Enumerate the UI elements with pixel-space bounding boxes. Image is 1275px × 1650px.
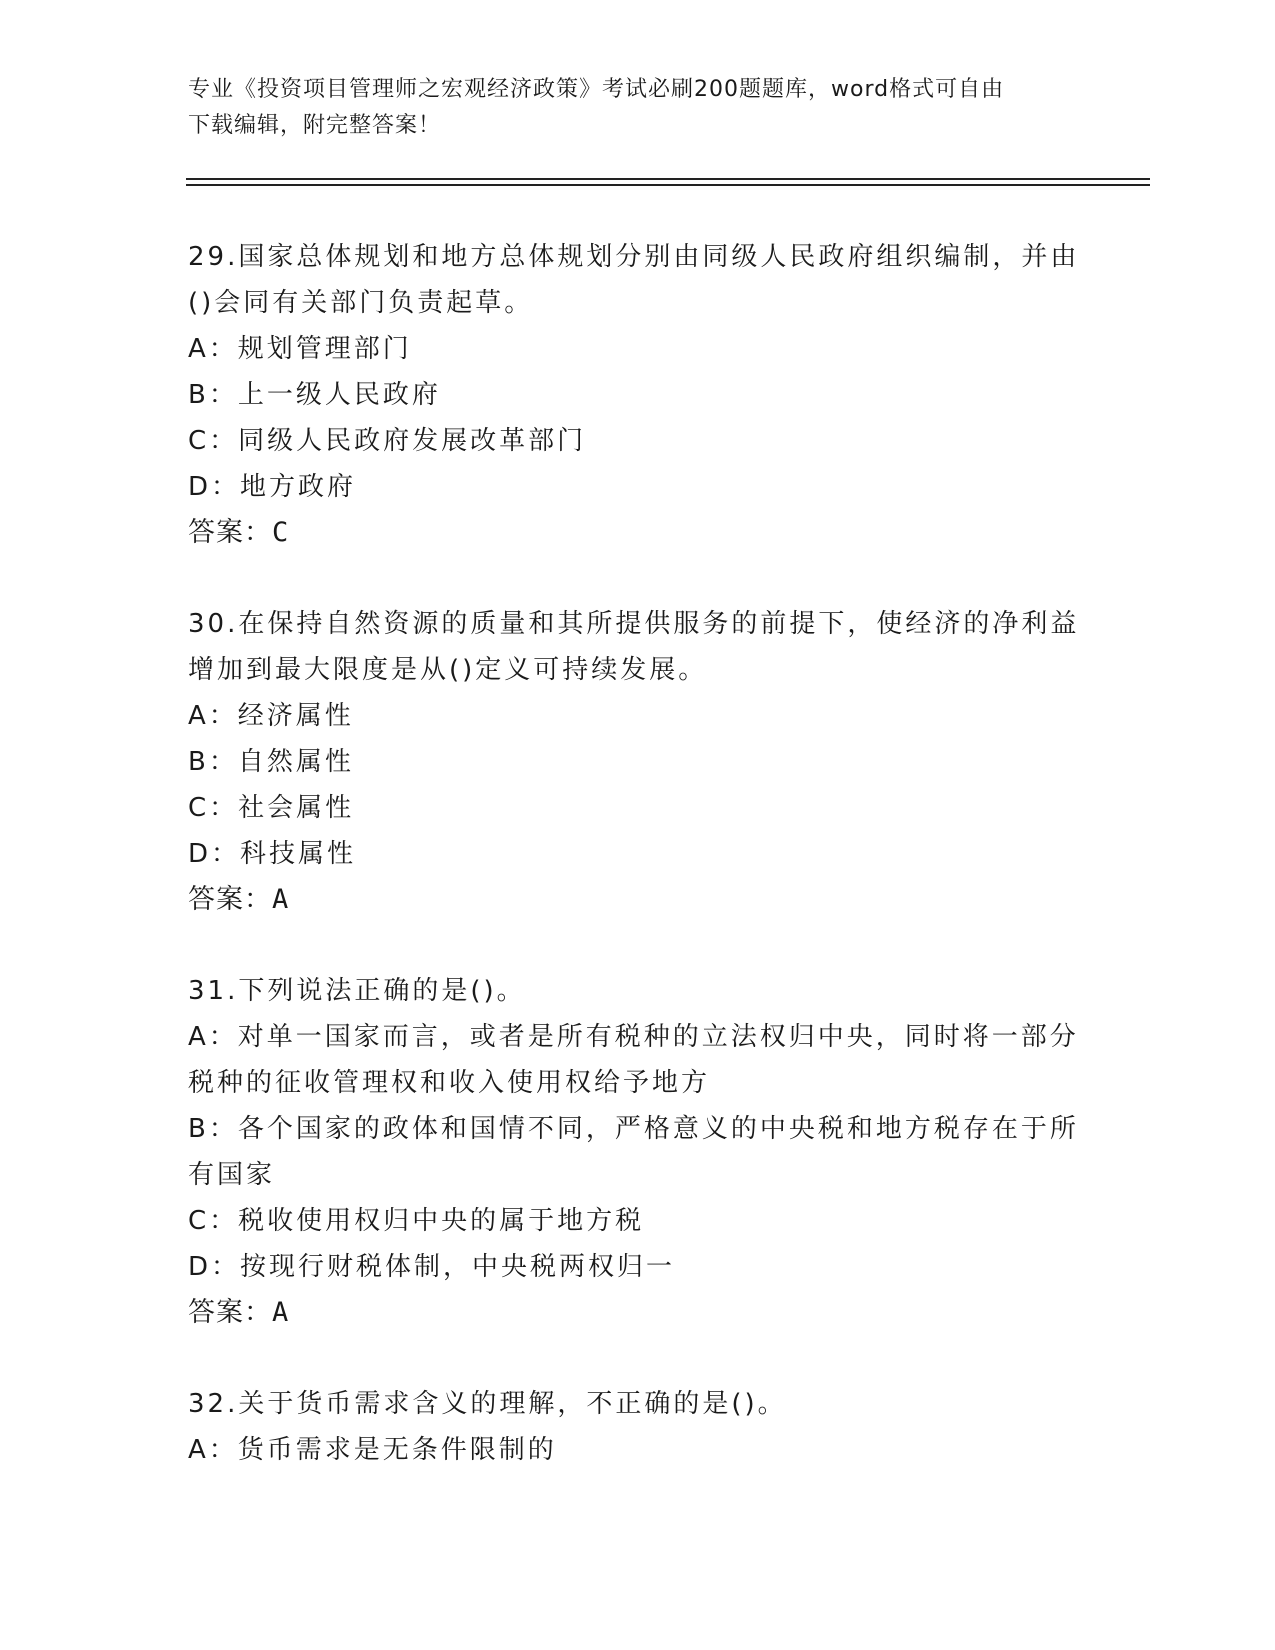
question-stem-line: 31.下列说法正确的是()。 (188, 976, 526, 1006)
question-stem-line: 30.在保持自然资源的质量和其所提供服务的前提下，使经济的净利益 (188, 609, 1080, 639)
answer-label: 答案： (188, 1297, 272, 1328)
option-line: 税种的征收管理权和收入使用权给予地方 (188, 1068, 711, 1098)
option-line: B：各个国家的政体和国情不同，严格意义的中央税和地方税存在于所 (188, 1114, 1079, 1144)
option-line: A：经济属性 (188, 701, 354, 731)
answer-line (188, 1290, 1088, 1336)
question-block (188, 1381, 1088, 1473)
answer-label: 答案： (188, 884, 272, 915)
option-line: A：货币需求是无条件限制的 (188, 1435, 557, 1465)
answer-key: C (272, 517, 290, 548)
header-divider-top (186, 178, 1150, 180)
question-stem-line: 29.国家总体规划和地方总体规划分别由同级人民政府组织编制，并由 (188, 242, 1080, 272)
answer-key: A (272, 884, 290, 915)
document-header (188, 72, 1088, 144)
option-line: B：自然属性 (188, 747, 354, 777)
option-line: D：科技属性 (188, 839, 357, 869)
question-stem-line: ()会同有关部门负责起草。 (188, 288, 534, 318)
answer-line (188, 877, 1088, 923)
header-divider-bottom (186, 184, 1150, 186)
header-line-1: 专业《投资项目管理师之宏观经济政策》考试必刷200题题库，word格式可自由 (188, 77, 1005, 102)
option-line: C：税收使用权归中央的属于地方税 (188, 1206, 645, 1236)
option-line: A：对单一国家而言，或者是所有税种的立法权归中央，同时将一部分 (188, 1022, 1079, 1052)
option-line: 有国家 (188, 1160, 276, 1190)
question-block (188, 601, 1088, 923)
option-line: D：按现行财税体制，中央税两权归一 (188, 1252, 676, 1282)
question-stem-line: 32.关于货币需求含义的理解，不正确的是()。 (188, 1389, 787, 1419)
answer-label: 答案： (188, 517, 272, 548)
header-line-2: 下载编辑，附完整答案！ (188, 113, 442, 138)
question-stem-line: 增加到最大限度是从()定义可持续发展。 (188, 655, 708, 685)
answer-key: A (272, 1297, 290, 1328)
question-list (188, 234, 1088, 1518)
option-line: B：上一级人民政府 (188, 380, 441, 410)
question-block (188, 234, 1088, 556)
question-block (188, 968, 1088, 1336)
option-line: C：社会属性 (188, 793, 355, 823)
answer-line (188, 510, 1088, 556)
option-line: A：规划管理部门 (188, 334, 412, 364)
option-line: D：地方政府 (188, 472, 357, 502)
option-line: C：同级人民政府发展改革部门 (188, 426, 587, 456)
